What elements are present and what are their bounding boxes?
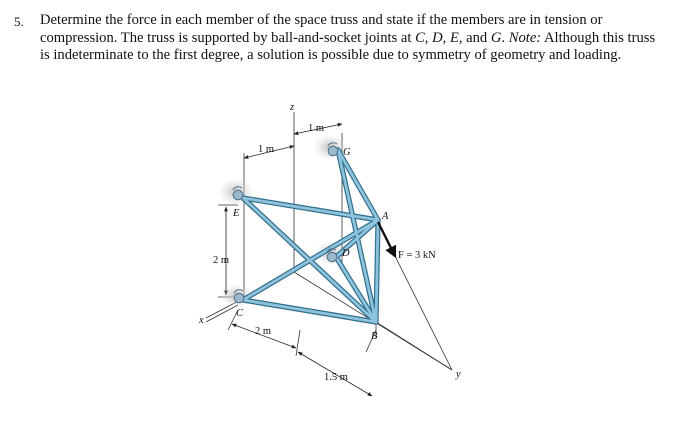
label-dim-2m-base: 2 m [255, 326, 272, 337]
label-dim-2m-vertical: 2 m [213, 255, 230, 266]
label-joint-c: C [236, 308, 244, 319]
problem-line-3: is indeterminate to the first degree, a solution is possible due to symmetry of geometry and loading. [40, 47, 622, 63]
ref-line-b-y [376, 322, 452, 370]
problem-number: 5. [14, 14, 24, 29]
problem-line-2: compression. The truss is supported by ball-and-socket joints at C, D, E, and G. Note: Although this truss [40, 29, 656, 46]
label-joint-b: B [371, 331, 378, 342]
support-shadows [218, 134, 347, 308]
dimensions [226, 124, 372, 396]
problem-line-1: Determine the force in each member of the space truss and state if the members are in tension or [40, 12, 603, 28]
supports [233, 143, 338, 303]
force-arrow [378, 222, 395, 256]
label-y: y [456, 369, 461, 380]
label-dim-1m-left: 1 m [258, 144, 275, 155]
label-x: x [199, 315, 204, 326]
member-AB [376, 220, 378, 322]
label-joint-e: E [233, 208, 240, 219]
label-dim-1m-right: 1 m [308, 123, 325, 134]
member-GB [338, 150, 376, 322]
label-joint-g: G [343, 147, 351, 158]
truss-members [243, 150, 378, 322]
label-joint-d: D [342, 248, 350, 259]
label-joint-a: A [382, 211, 389, 222]
label-z: z [290, 102, 295, 113]
label-force: F = 3 kN [398, 250, 436, 261]
label-dim-1-5m: 1.5 m [324, 372, 348, 383]
